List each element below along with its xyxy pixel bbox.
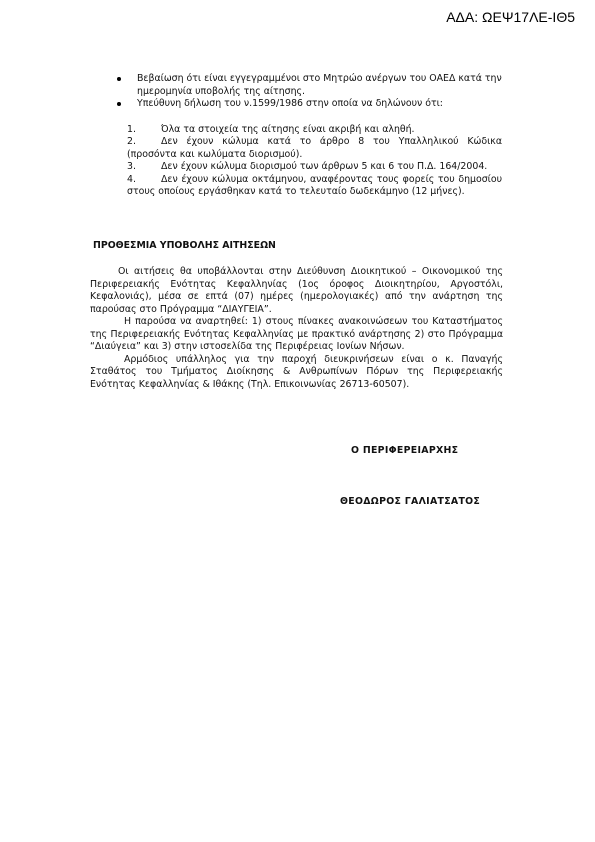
declaration-item	[127, 136, 502, 161]
declaration-item	[127, 174, 502, 199]
paragraph: Οι αιτήσεις θα υποβάλλονται στην Διεύθυνση Διοικητικού – Οικονομικού της Περιφερειακής Ενότητας Κεφαλληνίας (1ος όροφος Διοικητηρίου, Αργοστόλι, Κεφαλονιάς), μέσα σε επτά (07) ημέρες (ημερολογιακές) από την ανάρτηση της παρούσας στο Πρόγραμμα “ΔΙΑΥΓΕΙΑ”.	[90, 266, 503, 315]
declaration-list	[127, 124, 502, 199]
declaration-item	[127, 124, 502, 137]
bullet-item	[117, 73, 502, 98]
item-number: 4.	[127, 173, 136, 185]
paragraph: Αρμόδιος υπάλληλος για την παροχή διευκρινήσεων είναι ο κ. Παναγής Σταθάτος του Τμήματος Διοίκησης & Ανθρωπίνων Πόρων της Περιφερειακής Ενότητας Κεφαλληνίας & Ιθάκης (Τηλ. Επικοινωνίας 26713-60507).	[90, 353, 503, 390]
bullet-item	[117, 98, 502, 111]
item-text: Δεν έχουν κώλυμα διορισμού των άρθρων 5 και 6 του Π.Δ. 164/2004.	[161, 161, 488, 172]
bullet-list	[117, 73, 502, 111]
bullet-icon	[117, 102, 121, 106]
bullet-text: Υπεύθυνη δήλωση του ν.1599/1986 στην οποία να δηλώνουν ότι:	[137, 98, 443, 109]
section-body	[90, 266, 503, 391]
item-text: Δεν έχουν κώλυμα οκτάμηνου, αναφέροντας τους φορείς του δημοσίου στους οποίους εργάσθηκαν κατά το τελευταίο δωδεκάμηνο (12 μήνες).	[127, 173, 502, 197]
requirements-block	[117, 73, 502, 199]
signature-name: ΘΕΟΔΩΡΟΣ ΓΑΛΙΑΤΣΑΤΟΣ	[340, 496, 481, 507]
declaration-item	[127, 161, 502, 174]
item-text: Όλα τα στοιχεία της αίτησης είναι ακριβή και αληθή.	[161, 123, 415, 135]
ada-code: ΑΔΑ: ΩΕΨ17ΛΕ-ΙΘ5	[446, 9, 575, 25]
item-number: 3.	[127, 161, 136, 172]
bullet-icon	[117, 77, 121, 81]
signature-title: Ο ΠΕΡΙΦΕΡΕΙΑΡΧΗΣ	[351, 445, 459, 456]
item-text: Δεν έχουν κώλυμα κατά το άρθρο 8 του Υπαλληλικού Κώδικα (προσόντα και κωλύματα διορισμού).	[127, 136, 502, 160]
section-heading: ΠΡΟΘΕΣΜΙΑ ΥΠΟΒΟΛΗΣ ΑΙΤΗΣΕΩΝ	[93, 240, 276, 251]
bullet-text: Βεβαίωση ότι είναι εγγεγραμμένοι στο Μητρώο ανέργων του ΟΑΕΔ κατά την ημερομηνία υποβολής της αίτησης.	[137, 73, 502, 97]
item-number: 1.	[127, 123, 136, 135]
paragraph: Η παρούσα να αναρτηθεί: 1) στους πίνακες ανακοινώσεων του Καταστήματος της Περιφερειακής Ενότητας Κεφαλληνίας με πρακτικό ανάρτησης 2) στο Πρόγραμμα “Διαύγεια” και 3) στην ιστοσελίδα της Περιφέρειας Ιονίων Νήσων.	[90, 316, 503, 352]
item-number: 2.	[127, 136, 136, 147]
